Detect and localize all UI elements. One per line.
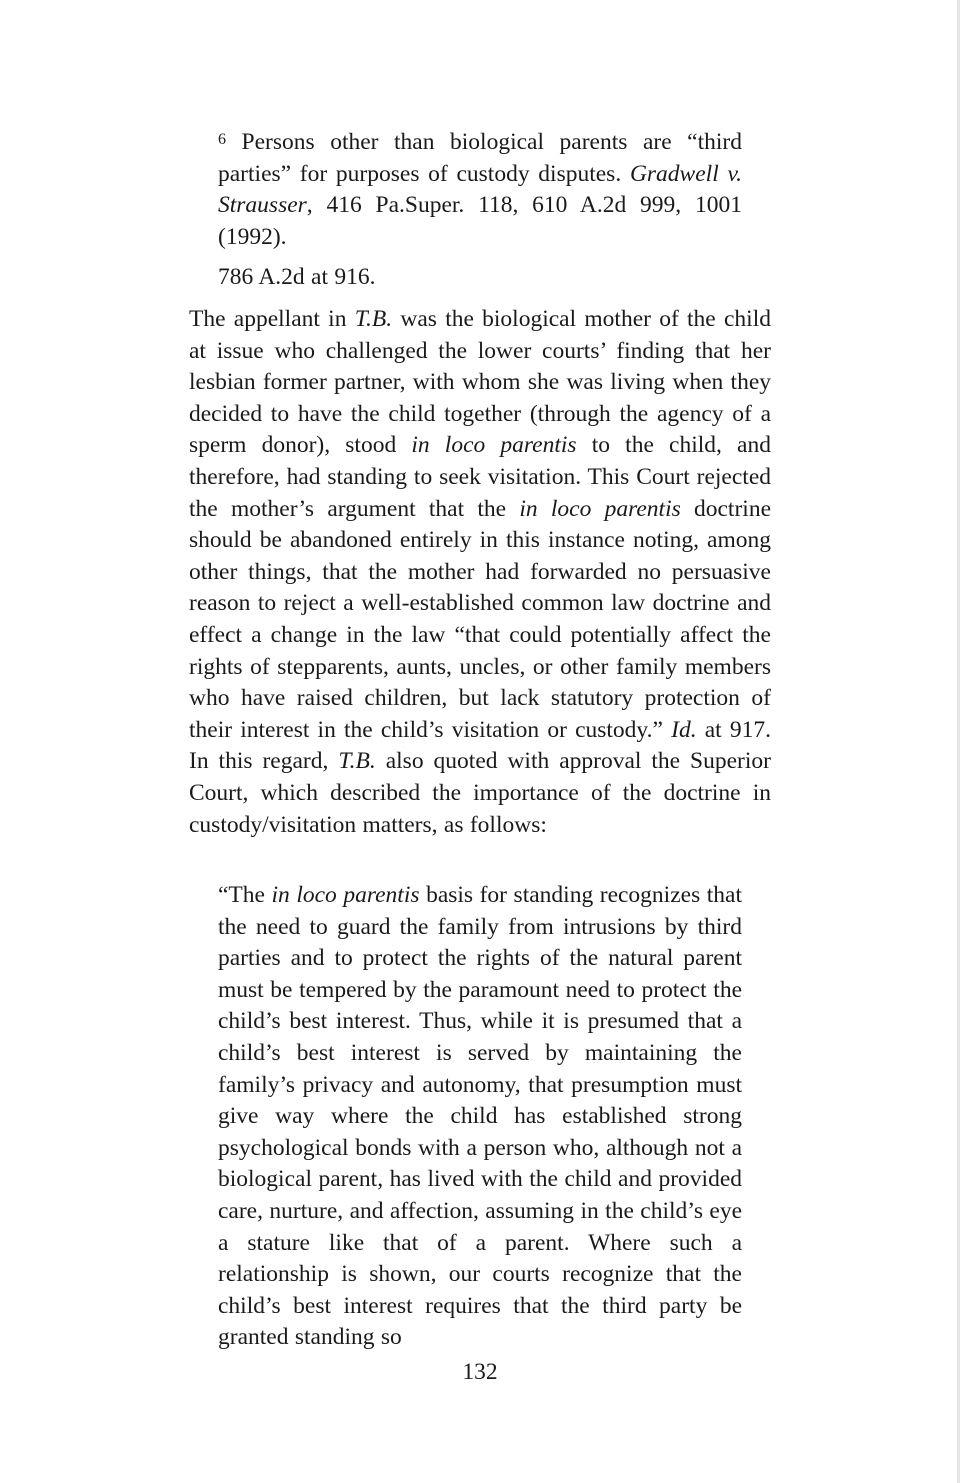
- latin-term-italic: in loco parentis: [519, 495, 681, 522]
- footnote-text: , 416 Pa.Super. 118, 610 A.2d 999, 1001 (1992).: [218, 192, 742, 250]
- quote-text: basis for standing recognizes that the need to guard the family from intrusions by third parties and to protect the rights of the natural parent must be tempered by the paramount need to protect the child’s best interest. Thus, while it is presumed that a child’s best interest is served by maintaining the family’s privacy and autonomy, that presumption must give way where the child has established strong psychological bonds with a person who, although not a biological parent, has lived with the child and provided care, nurture, and affection, assuming in the child’s eye a stature like that of a parent. Where such a relationship is shown, our courts recognize that the child’s best interest requires that the third party be granted standing so: [218, 882, 742, 1351]
- block-quote: [218, 880, 742, 1354]
- quote-text: “The: [218, 882, 272, 908]
- main-paragraph: [189, 304, 771, 841]
- citation-line: 786 A.2d at 916.: [218, 264, 376, 290]
- footnote-number: 6: [218, 131, 226, 148]
- case-name-italic: Gradwell v. Strausser: [218, 160, 742, 219]
- paragraph-text: The appellant in: [189, 306, 355, 332]
- paragraph-text: doctrine should be abandoned entirely in this instance noting, among other things, that the mother had forwarded no persuasive reason to reject a well-established common law doctrine and effect a change in the law “that could potentially affect the rights of stepparents, aunts, uncles, or other family members who have raised children, but lack statutory protection of their interest in the child’s visitation or custody.”: [189, 495, 771, 743]
- case-name-italic: T.B.: [354, 306, 393, 332]
- citation-id-italic: Id.: [671, 716, 697, 743]
- paragraph-text: to the child, and therefore, had standing to seek visitation. This Court rejected the mother’s argument that the: [189, 432, 771, 522]
- paragraph-text: also quoted with approval the Superior Court, which described the importance of the doctrine in custody/visitation matters, as follows:: [189, 748, 771, 838]
- latin-term-italic: in loco parentis: [271, 882, 420, 908]
- page-number: 132: [462, 1359, 498, 1385]
- paragraph-text: was the biological mother of the child at issue who challenged the lower courts’ finding that her lesbian former partner, with whom she was living when they decided to have the child together (through the agency of a sperm donor), stood: [189, 306, 771, 459]
- footnote-text: Persons other than biological parents are “third parties” for purposes of custody disputes.: [218, 129, 742, 187]
- footnote: [218, 127, 742, 253]
- case-name-italic: T.B.: [338, 748, 376, 775]
- paragraph-text: at 917. In this regard,: [189, 716, 771, 775]
- latin-term-italic: in loco parentis: [411, 432, 577, 459]
